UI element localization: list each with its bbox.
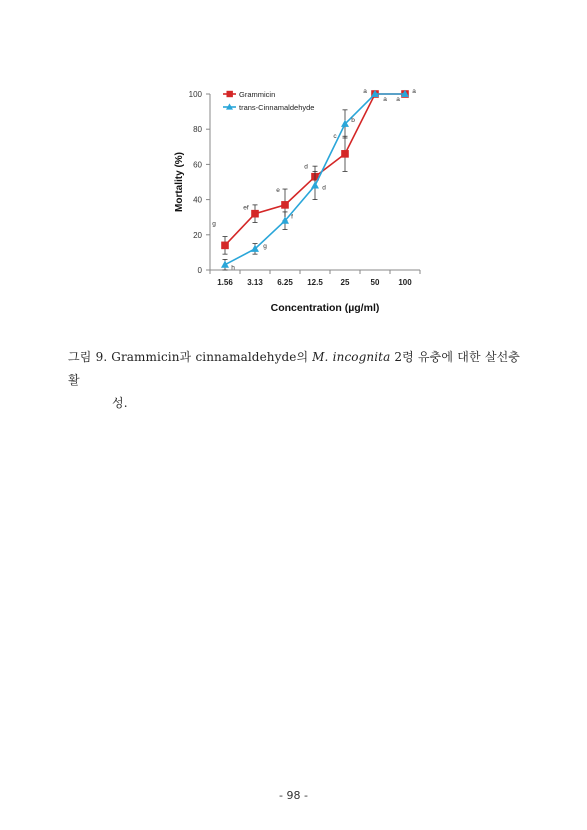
significance-letter: d bbox=[322, 184, 326, 192]
data-point-marker bbox=[281, 201, 289, 209]
significance-letter: b bbox=[351, 116, 355, 124]
x-axis-title: Concentration (µg/ml) bbox=[270, 302, 380, 314]
figure-caption bbox=[68, 346, 520, 415]
x-tick-label: 12.5 bbox=[307, 278, 323, 287]
significance-letter: e bbox=[276, 186, 280, 194]
y-axis-title: Mortality (%) bbox=[174, 152, 185, 212]
data-point-marker bbox=[221, 242, 229, 250]
significance-letter: a bbox=[383, 96, 387, 103]
legend-label: Grammicin bbox=[239, 90, 276, 99]
caption-label: 그림 9. bbox=[68, 350, 108, 364]
x-tick-label: 100 bbox=[398, 278, 412, 287]
y-tick-label: 40 bbox=[193, 195, 202, 205]
y-tick-label: 60 bbox=[193, 160, 202, 170]
significance-letter: f bbox=[291, 213, 293, 221]
significance-letter: a bbox=[363, 88, 367, 95]
x-tick-label: 25 bbox=[340, 278, 350, 287]
y-tick-label: 20 bbox=[193, 230, 202, 240]
legend-label: trans-Cinnamaldehyde bbox=[239, 103, 315, 112]
y-tick-label: 80 bbox=[193, 125, 202, 135]
series-trans-cinnamaldehyde bbox=[221, 90, 409, 272]
significance-letter: c bbox=[333, 132, 337, 140]
significance-letter: a bbox=[396, 96, 400, 103]
x-tick-label: 1.56 bbox=[217, 278, 233, 287]
x-tick-label: 6.25 bbox=[277, 278, 293, 287]
legend-entry bbox=[223, 103, 314, 112]
data-point-marker bbox=[311, 181, 319, 188]
caption-text-b: 2령 유충에 대한 살선충활 bbox=[68, 350, 520, 387]
caption-text-c: 성. bbox=[112, 396, 128, 410]
significance-letter: ef bbox=[243, 204, 249, 212]
caption-text-a: Grammicin과 cinnamaldehyde의 bbox=[111, 350, 309, 364]
y-tick-label: 100 bbox=[188, 90, 202, 99]
mortality-chart bbox=[0, 0, 587, 330]
legend-marker bbox=[227, 91, 233, 97]
significance-letter: h bbox=[231, 264, 235, 272]
data-point-marker bbox=[251, 210, 259, 218]
chart-svg bbox=[0, 0, 587, 330]
caption-species: M. incognita bbox=[312, 350, 391, 364]
significance-letter: a bbox=[412, 88, 416, 95]
x-tick-label: 50 bbox=[370, 278, 380, 287]
page-number: - 98 - bbox=[279, 789, 308, 802]
x-tick-label: 3.13 bbox=[247, 278, 263, 287]
data-point-marker bbox=[341, 150, 349, 158]
y-tick-label: 0 bbox=[197, 266, 202, 275]
significance-letter: d bbox=[304, 163, 308, 171]
significance-letter: g bbox=[212, 220, 216, 228]
significance-letter: g bbox=[263, 242, 267, 250]
legend-entry bbox=[223, 90, 275, 99]
